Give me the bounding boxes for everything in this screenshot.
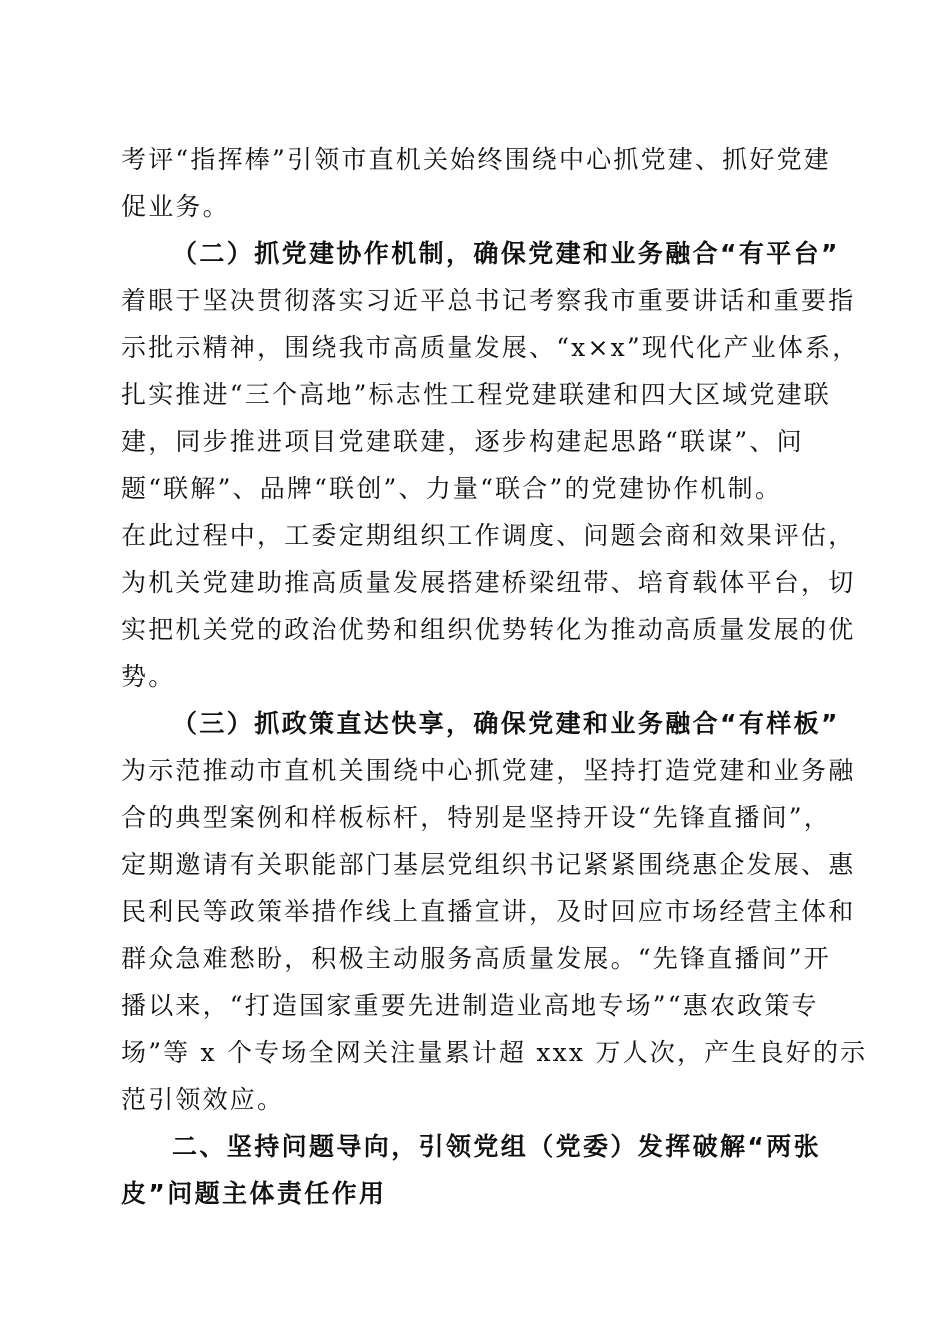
chapter-heading: 二、坚持问题导向，引领党组（党委）发挥破解“两张 xyxy=(172,1132,822,1161)
paragraph-line: 扎实推进“三个高地”标志性工程党建联建和四大区域党建联 xyxy=(121,380,831,409)
paragraph-line: 群众急难愁盼，积极主动服务高质量发展。“先锋直播间”开 xyxy=(121,944,831,973)
paragraph-line: 建，同步推进项目党建联建，逐步构建起思路“联谋”、问 xyxy=(121,427,804,456)
paragraph-line: 考评“指挥棒”引领市直机关始终围绕中心抓党建、抓好党建 xyxy=(121,145,831,174)
paragraph-line: 民利民等政策举措作线上直播宣讲，及时回应市场经营主体和 xyxy=(121,897,856,926)
paragraph-line: 为示范推动市直机关围绕中心抓党建，坚持打造党建和业务融 xyxy=(121,756,856,785)
paragraph-line: 促业务。 xyxy=(121,192,230,221)
paragraph-line: 实把机关党的政治优势和组织优势转化为推动高质量发展的优 xyxy=(121,615,856,644)
section-heading-3: （三）抓政策直达快享，确保党建和业务融合“有样板” xyxy=(172,709,840,738)
paragraph-line: 播以来，“打造国家重要先进制造业高地专场”“惠农政策专 xyxy=(121,991,819,1020)
paragraph-line: 势。 xyxy=(121,662,176,691)
paragraph-line: 范引领效应。 xyxy=(121,1085,285,1114)
paragraph-line: 定期邀请有关职能部门基层党组织书记紧紧围绕惠企发展、惠 xyxy=(121,850,856,879)
paragraph-line: 示批示精神，围绕我市高质量发展、“x×x”现代化产业体系， xyxy=(121,333,860,362)
paragraph-line: 在此过程中，工委定期组织工作调度、问题会商和效果评估， xyxy=(121,521,856,550)
paragraph-line: 题“联解”、品牌“联创”、力量“联合”的党建协作机制。 xyxy=(121,474,783,503)
paragraph-line: 为机关党建助推高质量发展搭建桥梁纽带、培育载体平台，切 xyxy=(121,568,856,597)
chapter-heading-continued: 皮”问题主体责任作用 xyxy=(121,1179,387,1208)
paragraph-line: 场”等 x 个专场全网关注量累计超 xxx 万人次，产生良好的示 xyxy=(121,1038,868,1067)
paragraph-line: 着眼于坚决贯彻落实习近平总书记考察我市重要讲话和重要指 xyxy=(121,286,856,315)
section-heading-2: （二）抓党建协作机制，确保党建和业务融合“有平台” xyxy=(172,239,840,268)
paragraph-line: 合的典型案例和样板标杆，特别是坚持开设“先锋直播间”， xyxy=(121,803,831,832)
